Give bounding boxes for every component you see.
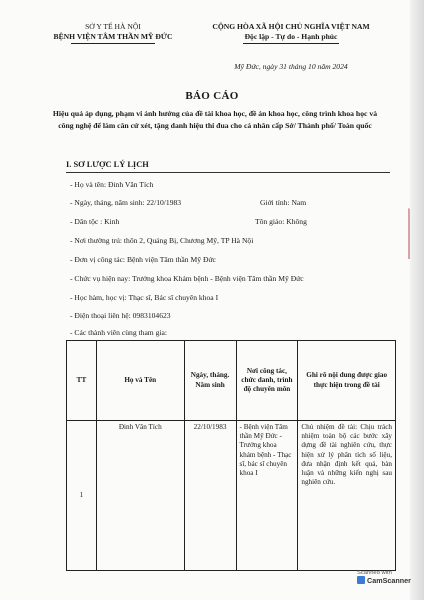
- info-degree: - Học hàm, học vị: Thạc sĩ, Bác sĩ chuyên khoa I: [70, 293, 219, 302]
- motto-line: Độc lập - Tự do - Hạnh phúc: [244, 32, 338, 41]
- cell-tt: 1: [67, 421, 97, 571]
- header-tt: TT: [67, 341, 97, 421]
- cell-workplace: - Bệnh viện Tâm thần Mỹ Đức - Trưởng khoa khám bệnh - Thạc sĩ, bác sĩ chuyên khoa I: [236, 421, 298, 571]
- info-religion: Tôn giáo: Không: [255, 217, 307, 226]
- header-name: Họ và Tên: [96, 341, 184, 421]
- report-title: BÁO CÁO: [185, 90, 239, 102]
- watermark-brand: CamScanner: [367, 576, 411, 585]
- cell-note: Chủ nhiệm đề tài: Chịu trách nhiệm toàn bộ các bước xây dựng đề tài nghiên cứu, thực hiện xử lý phân tích số liệu, đưa nhận định kết quả, bàn luận và những kiến nghị sau nghiên cứu.: [298, 421, 396, 571]
- watermark-line-1: Scanned with: [357, 570, 392, 576]
- info-ethnic: - Dân tộc : Kinh: [70, 217, 120, 226]
- info-dob: - Ngày, tháng, năm sinh: 22/10/1983: [70, 198, 182, 207]
- table-header-row: [67, 341, 396, 421]
- camscanner-logo-icon: [357, 576, 365, 584]
- org-line-2: BỆNH VIỆN TÂM THẦN MỸ ĐỨC: [53, 32, 173, 41]
- motto-underline: [243, 43, 339, 44]
- watermark-line-2: [357, 576, 417, 585]
- org-line-1: SỞ Y TẾ HÀ NỘI: [85, 22, 141, 31]
- header-workplace: Nơi công tác, chức danh, trình độ chuyên môn: [236, 341, 298, 421]
- scanner-watermark: [357, 570, 417, 585]
- table-row: [67, 421, 396, 571]
- country-name: CỘNG HÒA XÃ HỘI CHỦ NGHĨA VIỆT NAM: [212, 22, 370, 31]
- report-subtitle: Hiệu quả áp dụng, phạm vi ảnh hưởng của đề tài khoa học, đề án khoa học, công trình khoa học và công nghệ để làm căn cứ xét, tặng danh hiệu thi đua cho cá nhân cấp Sở/ Thành phố/ Toàn quốc: [52, 109, 378, 130]
- header-dob: Ngày, tháng. Năm sinh: [184, 341, 236, 421]
- info-phone: - Điện thoại liên hệ: 0983104623: [70, 311, 171, 320]
- info-name: - Họ và tên: Đinh Văn Tích: [70, 180, 154, 189]
- header-note: Ghi rõ nội dung được giao thực hiện trong đề tài: [298, 341, 396, 421]
- national-motto: [196, 22, 386, 44]
- info-residence: - Nơi thường trú: thôn 2, Quảng Bị, Chương Mỹ, TP Hà Nội: [70, 236, 254, 245]
- info-position: - Chức vụ hiện nay: Trưởng khoa Khám bệnh - Bệnh viện Tâm thần Mỹ Đức: [70, 274, 304, 283]
- members-table: [66, 340, 396, 571]
- cell-dob: 22/10/1983: [184, 421, 236, 571]
- stamp-fragment: [408, 208, 424, 259]
- org-underline: [71, 43, 155, 44]
- info-workplace: - Đơn vị công tác: Bệnh viện Tâm thần Mỹ Đức: [70, 255, 216, 264]
- issuing-organization: [38, 22, 188, 44]
- section-underline: [66, 172, 390, 173]
- info-gender: Giới tính: Nam: [260, 198, 307, 207]
- date-line: Mỹ Đức, ngày 31 tháng 10 năm 2024: [234, 62, 348, 71]
- info-members: - Các thành viên cùng tham gia:: [70, 328, 168, 337]
- section-heading: I. SƠ LƯỢC LÝ LỊCH: [66, 160, 149, 169]
- cell-name: Đinh Văn Tích: [96, 421, 184, 571]
